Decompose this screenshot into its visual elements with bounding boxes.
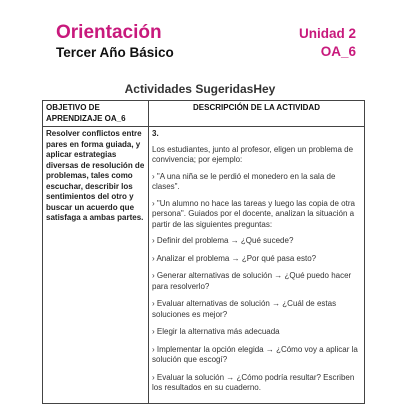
section-title: Actividades SugeridasHey (124, 82, 276, 96)
document-title: Orientación (56, 22, 162, 43)
description-cell (149, 127, 365, 404)
activity-intro: Los estudiantes, junto al profesor, eligen un problema de convivencia; por ejemplo: (152, 144, 354, 164)
example-item: › "A una niña se le perdió el monedero en la sala de clases". (152, 171, 336, 191)
table-header-row (43, 101, 365, 127)
description-column-header: DESCRIPCIÓN DE LA ACTIVIDAD (149, 101, 365, 127)
objective-cell: Resolver conflictos entre pares en forma guiada, y aplicar estrategias diversas de resolución de problemas, tales como escuchar, describir los sentimientos del otro y buscar un acuerdo que satisfaga a ambas partes. (43, 127, 149, 404)
table-row (43, 127, 365, 404)
step-item: › Definir del problema → ¿Qué sucede? (152, 236, 294, 245)
activity-table (42, 100, 365, 404)
example-item: › "Un alumno no hace las tareas y luego las copia de otra persona". Guiados por el docente, analizan la situación a partir de las siguientes preguntas: (152, 198, 355, 229)
unit-label: Unidad 2 (298, 26, 356, 41)
step-item: › Analizar el problema → ¿Por qué pasa esto? (152, 253, 317, 263)
document-header (56, 22, 356, 66)
activity-number: 3. (152, 129, 159, 138)
grade-subtitle: Tercer Año Básico (56, 45, 174, 60)
step-item: › Elegir la alternativa más adecuada (152, 327, 280, 336)
step-item: › Generar alternativas de solución → ¿Qué puedo hacer para resolverlo? (152, 271, 352, 291)
oa-code: OA_6 (320, 44, 356, 59)
step-item: › Evaluar alternativas de solución → ¿Cuál de estas soluciones es mejor? (152, 299, 337, 319)
objective-column-header: OBJETIVO DE APRENDIZAJE OA_6 (43, 101, 149, 127)
step-item: › Implementar la opción elegida → ¿Cómo voy a aplicar la solución que escogí? (152, 344, 358, 364)
step-item: › Evaluar la solución → ¿Cómo podría resultar? Escriben los resultados en su cuaderno. (152, 372, 355, 392)
